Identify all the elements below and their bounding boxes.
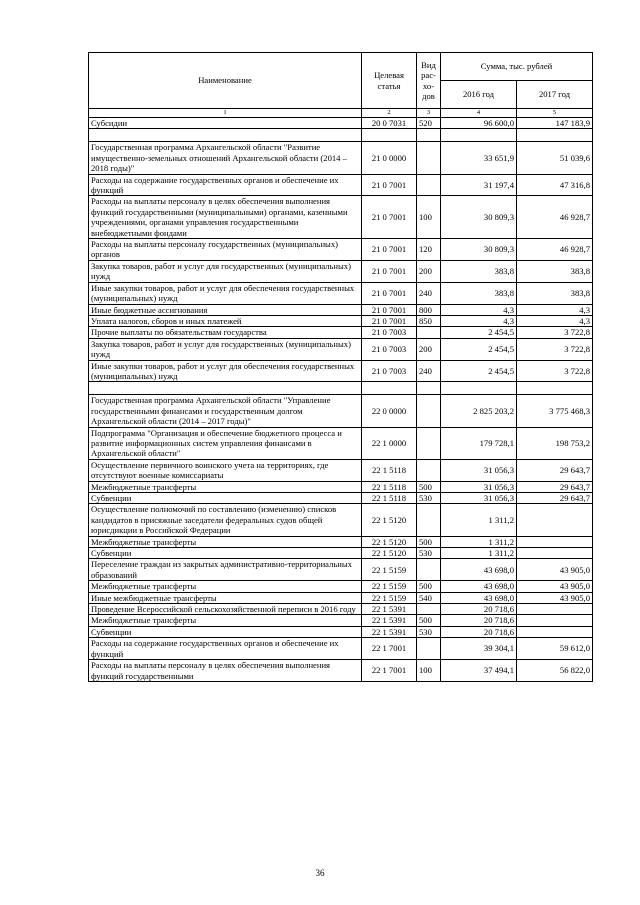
row-expense-kind xyxy=(417,638,441,660)
row-target-code: 22 1 5120 xyxy=(362,504,417,536)
row-target-code: 21 0 7001 xyxy=(362,174,417,196)
row-expense-kind: 500 xyxy=(417,615,441,626)
row-expense-kind: 100 xyxy=(417,660,441,682)
row-name: Межбюджетные трансферты xyxy=(89,536,362,547)
table-row xyxy=(89,504,593,536)
row-amount-2016: 4,3 xyxy=(441,304,517,315)
row-amount-2016: 2 454,5 xyxy=(441,360,517,382)
row-amount-2016: 96 600,0 xyxy=(441,118,517,129)
table-row xyxy=(89,638,593,660)
row-target-code: 22 1 5391 xyxy=(362,615,417,626)
row-amount-2016: 43 698,0 xyxy=(441,559,517,581)
row-target-code: 22 1 7001 xyxy=(362,638,417,660)
row-target-code: 22 1 0000 xyxy=(362,427,417,459)
row-amount-2016: 20 718,6 xyxy=(441,626,517,637)
table-row xyxy=(89,260,593,282)
row-amount-2016: 179 728,1 xyxy=(441,427,517,459)
row-target-code: 22 1 5159 xyxy=(362,581,417,592)
row-amount-2017: 29 643,7 xyxy=(517,481,593,492)
row-name: Государственная программа Архангельской области "Развитие имущественно-земельных отношений Архангельской области (2014 – 2018 годы)" xyxy=(89,142,362,174)
row-target-code: 21 0 0000 xyxy=(362,142,417,174)
row-amount-2017: 29 643,7 xyxy=(517,459,593,481)
table-row xyxy=(89,142,593,174)
table-body xyxy=(89,118,593,682)
row-target-code: 22 1 5120 xyxy=(362,548,417,559)
row-amount-2017: 29 643,7 xyxy=(517,493,593,504)
row-expense-kind: 240 xyxy=(417,360,441,382)
row-expense-kind: 850 xyxy=(417,315,441,326)
row-name: Проведение Всероссийской сельскохозяйственной переписи в 2016 году xyxy=(89,604,362,615)
row-expense-kind xyxy=(417,142,441,174)
row-amount-2017: 46 928,7 xyxy=(517,196,593,239)
row-amount-2016: 2 454,5 xyxy=(441,338,517,360)
row-amount-2016: 20 718,6 xyxy=(441,615,517,626)
row-expense-kind xyxy=(417,504,441,536)
row-amount-2017 xyxy=(517,604,593,615)
header-year-2016: 2016 год xyxy=(441,81,517,109)
row-expense-kind: 240 xyxy=(417,282,441,304)
table-row xyxy=(89,548,593,559)
spacer-cell xyxy=(441,382,517,395)
row-name: Уплата налогов, сборов и иных платежей xyxy=(89,315,362,326)
table-row xyxy=(89,427,593,459)
row-name: Расходы на выплаты персоналу в целях обеспечения выполнения функций государственными (муниципальными) органами, казенными учреждениями, органами управления государственными внебюджетными фондами xyxy=(89,196,362,239)
spacer-cell xyxy=(362,382,417,395)
row-name: Переселение граждан из закрытых административно-территориальных образований xyxy=(89,559,362,581)
column-number: 3 xyxy=(417,109,441,118)
row-expense-kind: 120 xyxy=(417,239,441,261)
spacer-row xyxy=(89,129,593,142)
column-number: 1 xyxy=(89,109,362,118)
table-row xyxy=(89,493,593,504)
row-amount-2016: 383,8 xyxy=(441,260,517,282)
row-amount-2017: 383,8 xyxy=(517,260,593,282)
row-expense-kind: 200 xyxy=(417,338,441,360)
row-amount-2017: 47 316,8 xyxy=(517,174,593,196)
row-expense-kind: 500 xyxy=(417,481,441,492)
row-target-code: 21 0 7001 xyxy=(362,282,417,304)
row-expense-kind xyxy=(417,174,441,196)
row-amount-2017 xyxy=(517,626,593,637)
table-row xyxy=(89,395,593,427)
row-expense-kind: 540 xyxy=(417,592,441,603)
header-code: Целевая статья xyxy=(362,53,417,109)
row-amount-2017 xyxy=(517,536,593,547)
row-target-code: 21 0 7001 xyxy=(362,260,417,282)
row-expense-kind: 530 xyxy=(417,626,441,637)
row-expense-kind: 800 xyxy=(417,304,441,315)
row-name: Прочие выплаты по обязательствам государства xyxy=(89,327,362,338)
spacer-cell xyxy=(517,382,593,395)
column-number: 2 xyxy=(362,109,417,118)
table-row xyxy=(89,327,593,338)
row-amount-2017: 147 183,9 xyxy=(517,118,593,129)
table-row xyxy=(89,536,593,547)
row-amount-2017: 43 905,0 xyxy=(517,592,593,603)
row-name: Расходы на выплаты персоналу в целях обеспечения выполнения функций государственными xyxy=(89,660,362,682)
row-amount-2016: 2 825 203,2 xyxy=(441,395,517,427)
row-target-code: 22 1 5118 xyxy=(362,481,417,492)
row-target-code: 22 0 0000 xyxy=(362,395,417,427)
row-name: Субвенции xyxy=(89,626,362,637)
row-name: Иные закупки товаров, работ и услуг для обеспечения государственных (муниципальных) нужд xyxy=(89,360,362,382)
row-name: Расходы на содержание государственных органов и обеспечение их функций xyxy=(89,174,362,196)
row-amount-2017: 3 775 468,3 xyxy=(517,395,593,427)
row-target-code: 22 1 5118 xyxy=(362,459,417,481)
row-amount-2017: 198 753,2 xyxy=(517,427,593,459)
row-amount-2016: 39 304,1 xyxy=(441,638,517,660)
header-sum: Сумма, тыс. рублей xyxy=(441,53,593,81)
row-amount-2016: 33 651,9 xyxy=(441,142,517,174)
row-target-code: 21 0 7001 xyxy=(362,239,417,261)
row-target-code: 21 0 7001 xyxy=(362,196,417,239)
row-amount-2017: 383,8 xyxy=(517,282,593,304)
row-amount-2017 xyxy=(517,548,593,559)
table-row xyxy=(89,239,593,261)
row-amount-2017: 56 822,0 xyxy=(517,660,593,682)
table-row xyxy=(89,315,593,326)
row-amount-2017: 4,3 xyxy=(517,315,593,326)
row-amount-2017: 51 039,6 xyxy=(517,142,593,174)
row-name: Межбюджетные трансферты xyxy=(89,481,362,492)
row-name: Закупка товаров, работ и услуг для государственных (муниципальных) нужд xyxy=(89,338,362,360)
row-amount-2016: 1 311,2 xyxy=(441,548,517,559)
table-row xyxy=(89,360,593,382)
row-amount-2016: 1 311,2 xyxy=(441,504,517,536)
spacer-cell xyxy=(417,382,441,395)
spacer-cell xyxy=(89,129,362,142)
table-row xyxy=(89,481,593,492)
budget-table xyxy=(88,52,593,682)
row-name: Осуществление первичного воинского учета на территориях, где отсутствуют военные комиссариаты xyxy=(89,459,362,481)
table-row xyxy=(89,174,593,196)
table-row xyxy=(89,459,593,481)
row-amount-2017: 3 722,8 xyxy=(517,360,593,382)
row-amount-2016: 4,3 xyxy=(441,315,517,326)
row-target-code: 22 1 5159 xyxy=(362,592,417,603)
row-amount-2017: 3 722,8 xyxy=(517,338,593,360)
row-target-code: 21 0 7001 xyxy=(362,315,417,326)
row-expense-kind xyxy=(417,559,441,581)
row-expense-kind: 100 xyxy=(417,196,441,239)
row-expense-kind: 530 xyxy=(417,493,441,504)
spacer-cell xyxy=(441,129,517,142)
row-name: Межбюджетные трансферты xyxy=(89,581,362,592)
table-row xyxy=(89,592,593,603)
table-row xyxy=(89,615,593,626)
row-amount-2017: 43 905,0 xyxy=(517,581,593,592)
row-amount-2017: 4,3 xyxy=(517,304,593,315)
row-expense-kind: 500 xyxy=(417,536,441,547)
row-amount-2017: 59 612,0 xyxy=(517,638,593,660)
row-amount-2016: 31 056,3 xyxy=(441,481,517,492)
table-row xyxy=(89,660,593,682)
page-number: 36 xyxy=(315,868,325,878)
row-amount-2017: 3 722,8 xyxy=(517,327,593,338)
row-name: Осуществление полномочий по составлению (изменению) списков кандидатов в присяжные заседатели федеральных судов общей юрисдикции в Российской Федерации xyxy=(89,504,362,536)
row-expense-kind xyxy=(417,327,441,338)
row-target-code: 22 1 5391 xyxy=(362,604,417,615)
row-amount-2016: 31 197,4 xyxy=(441,174,517,196)
row-name: Расходы на выплаты персоналу государственных (муниципальных) органов xyxy=(89,239,362,261)
row-target-code: 22 1 7001 xyxy=(362,660,417,682)
row-amount-2016: 30 809,3 xyxy=(441,239,517,261)
row-amount-2016: 1 311,2 xyxy=(441,536,517,547)
table-row xyxy=(89,196,593,239)
row-name: Межбюджетные трансферты xyxy=(89,615,362,626)
row-name: Субвенции xyxy=(89,548,362,559)
header-kind: Вид рас- хо- дов xyxy=(417,53,441,109)
row-amount-2016: 20 718,6 xyxy=(441,604,517,615)
row-expense-kind: 520 xyxy=(417,118,441,129)
row-target-code: 22 1 5159 xyxy=(362,559,417,581)
row-amount-2016: 30 809,3 xyxy=(441,196,517,239)
row-amount-2016: 43 698,0 xyxy=(441,592,517,603)
table-row xyxy=(89,581,593,592)
row-target-code: 21 0 7001 xyxy=(362,304,417,315)
table-row xyxy=(89,626,593,637)
row-target-code: 21 0 7003 xyxy=(362,338,417,360)
row-name: Иные закупки товаров, работ и услуг для обеспечения государственных (муниципальных) нужд xyxy=(89,282,362,304)
row-amount-2016: 2 454,5 xyxy=(441,327,517,338)
row-target-code: 22 1 5118 xyxy=(362,493,417,504)
spacer-cell xyxy=(417,129,441,142)
row-name: Закупка товаров, работ и услуг для государственных (муниципальных) нужд xyxy=(89,260,362,282)
row-expense-kind: 200 xyxy=(417,260,441,282)
table-row xyxy=(89,338,593,360)
row-target-code: 21 0 7003 xyxy=(362,327,417,338)
row-expense-kind xyxy=(417,604,441,615)
table-row xyxy=(89,282,593,304)
row-expense-kind xyxy=(417,427,441,459)
table-row xyxy=(89,304,593,315)
row-amount-2017 xyxy=(517,504,593,536)
row-expense-kind xyxy=(417,459,441,481)
row-expense-kind xyxy=(417,395,441,427)
table-row xyxy=(89,604,593,615)
row-name: Подпрограмма "Организация и обеспечение бюджетного процесса и развитие информационных систем управления финансами в Архангельской области" xyxy=(89,427,362,459)
row-name: Расходы на содержание государственных органов и обеспечение их функций xyxy=(89,638,362,660)
row-name: Иные межбюджетные трансферты xyxy=(89,592,362,603)
row-amount-2016: 383,8 xyxy=(441,282,517,304)
row-amount-2017: 43 905,0 xyxy=(517,559,593,581)
column-number: 5 xyxy=(517,109,593,118)
row-target-code: 22 1 5120 xyxy=(362,536,417,547)
row-name: Иные бюджетные ассигнования xyxy=(89,304,362,315)
table-row xyxy=(89,118,593,129)
row-target-code: 22 1 5391 xyxy=(362,626,417,637)
spacer-cell xyxy=(517,129,593,142)
row-name: Государственная программа Архангельской области "Управление государственными финансами и государственным долгом Архангельской области (2014 – 2017 годы)" xyxy=(89,395,362,427)
table-row xyxy=(89,559,593,581)
row-amount-2016: 37 494,1 xyxy=(441,660,517,682)
row-amount-2016: 31 056,3 xyxy=(441,459,517,481)
header-year-2017: 2017 год xyxy=(517,81,593,109)
header-name: Наименование xyxy=(89,53,362,109)
row-expense-kind: 530 xyxy=(417,548,441,559)
column-number: 4 xyxy=(441,109,517,118)
row-expense-kind: 500 xyxy=(417,581,441,592)
column-number-row xyxy=(89,109,593,118)
spacer-cell xyxy=(362,129,417,142)
row-amount-2016: 43 698,0 xyxy=(441,581,517,592)
spacer-row xyxy=(89,382,593,395)
row-amount-2017 xyxy=(517,615,593,626)
row-name: Субсидии xyxy=(89,118,362,129)
row-target-code: 20 0 7031 xyxy=(362,118,417,129)
row-amount-2016: 31 056,3 xyxy=(441,493,517,504)
row-target-code: 21 0 7003 xyxy=(362,360,417,382)
spacer-cell xyxy=(89,382,362,395)
row-name: Субвенции xyxy=(89,493,362,504)
row-amount-2017: 46 928,7 xyxy=(517,239,593,261)
